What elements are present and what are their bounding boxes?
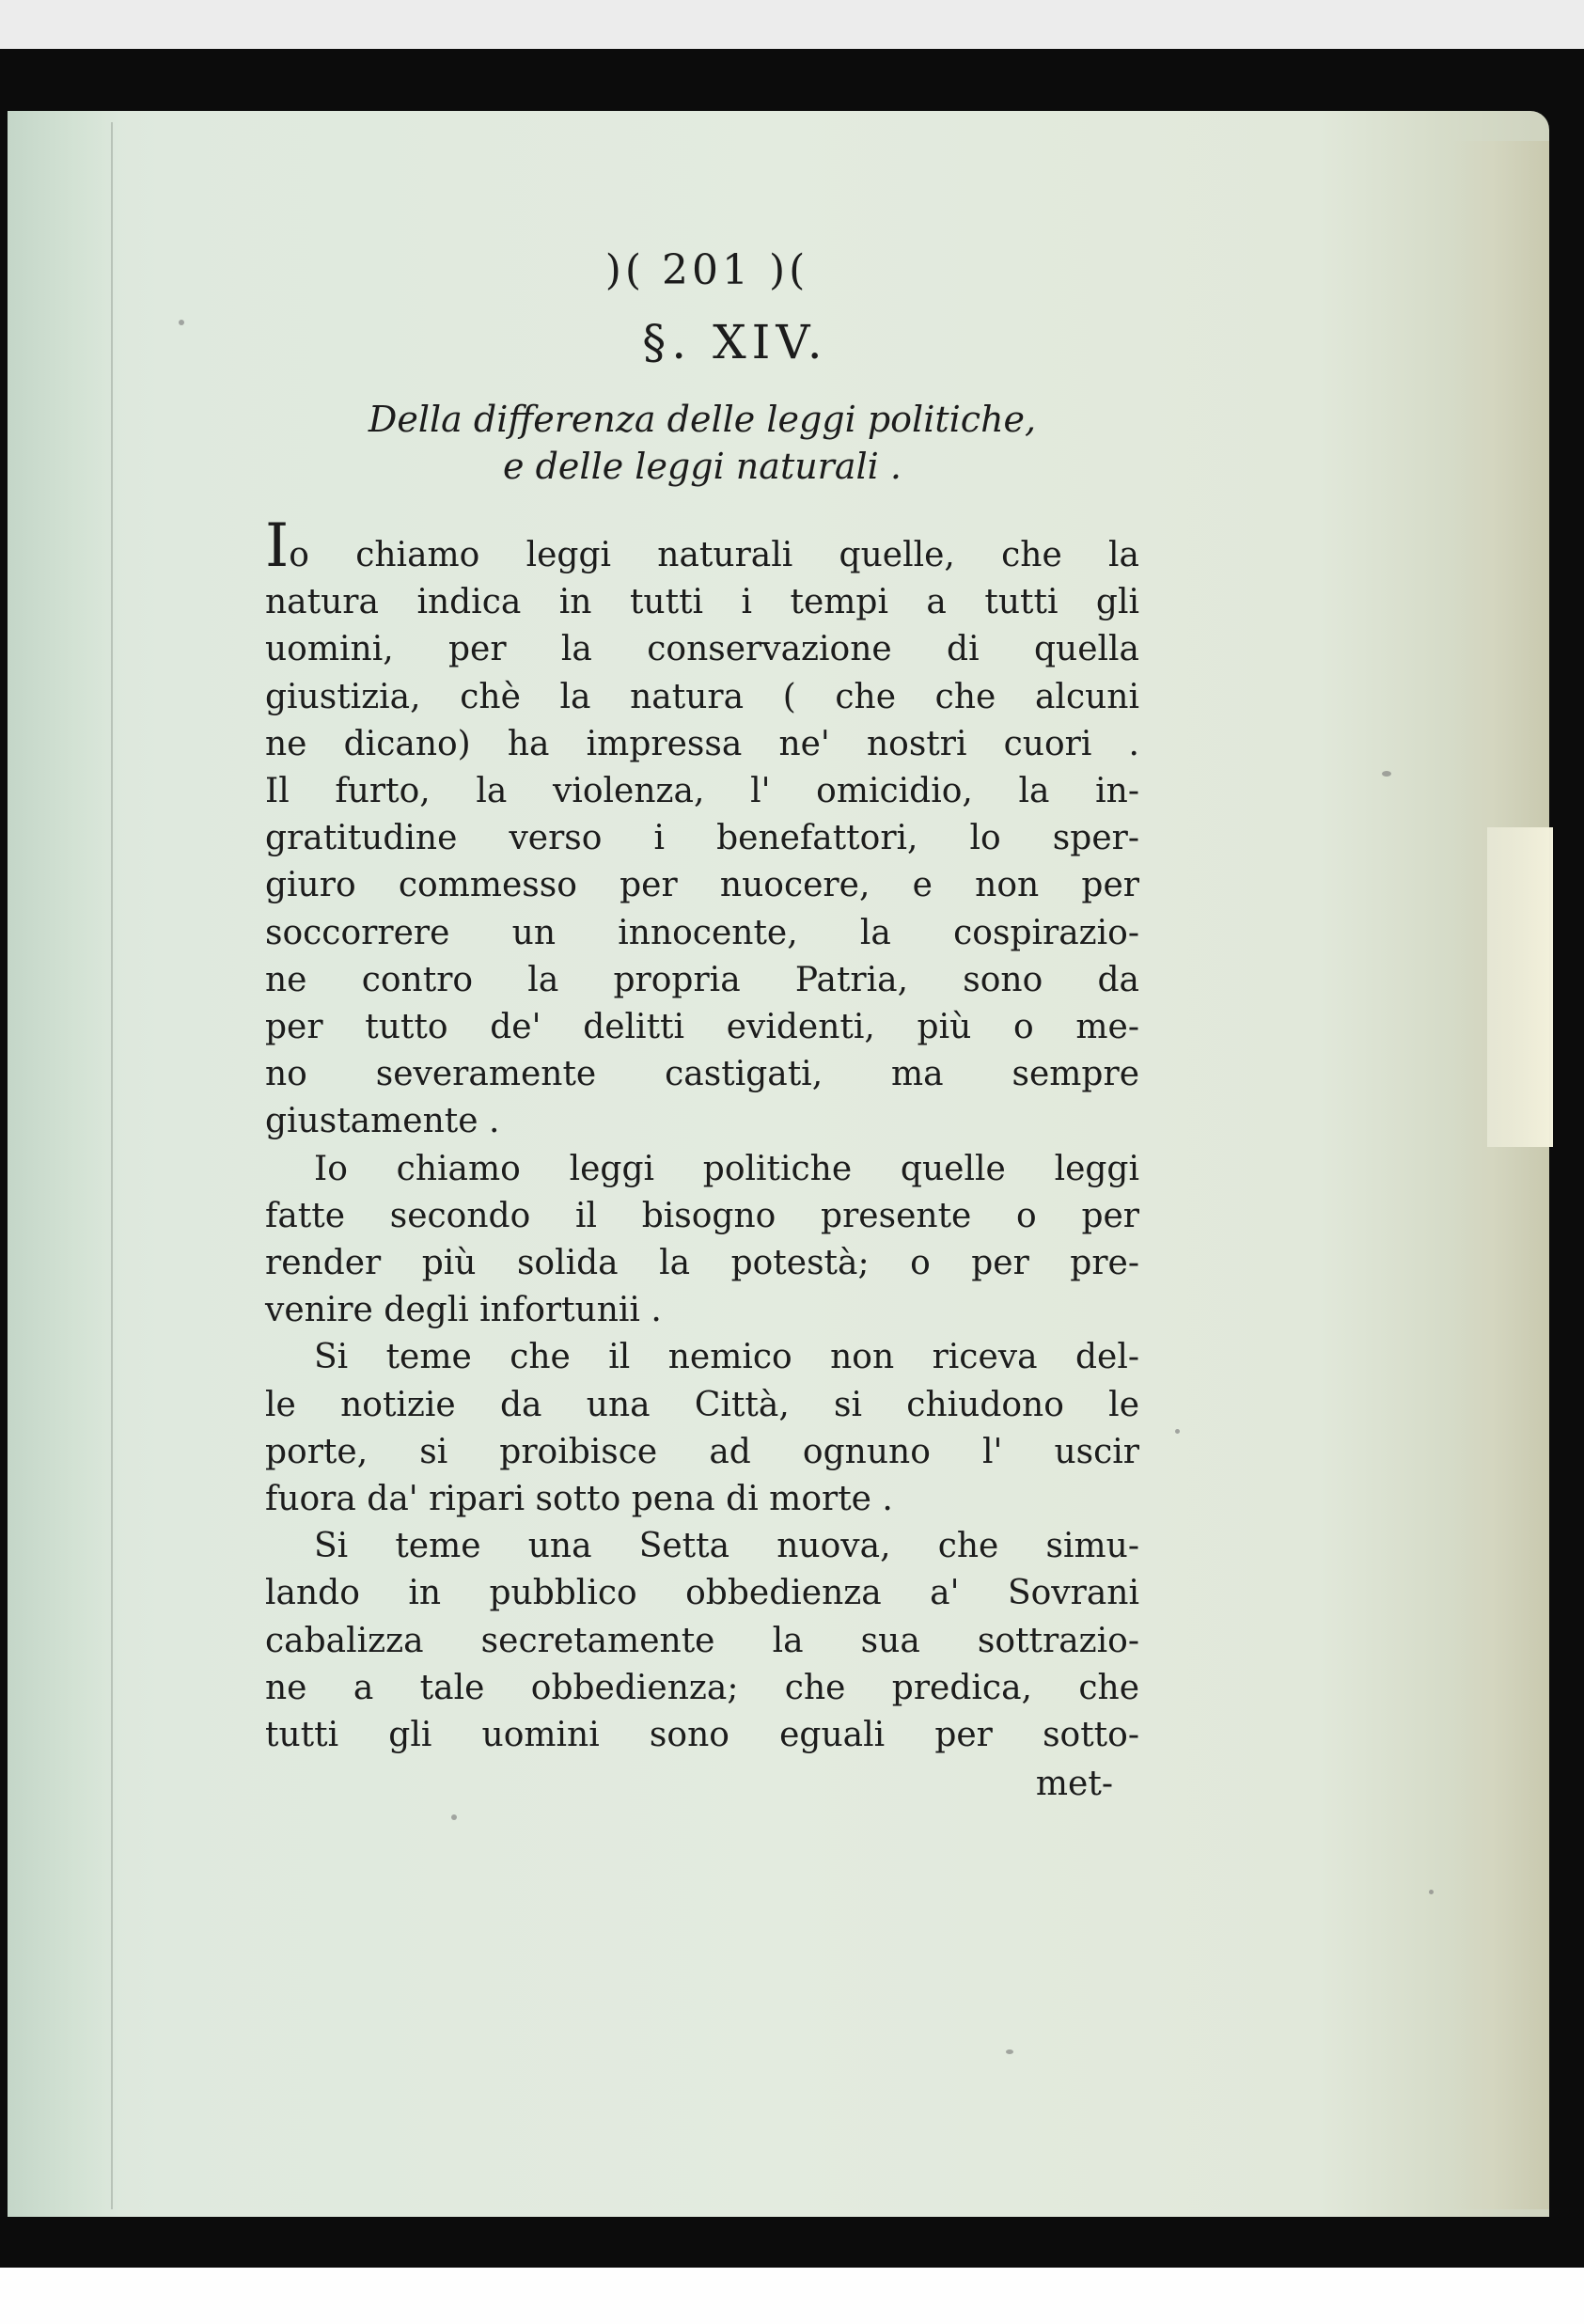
text-line: gratitudine verso i benefattori, lo sper-: [265, 819, 1139, 858]
catchword: met-: [1035, 1765, 1113, 1804]
paragraph-new-sect: [265, 1523, 1139, 1759]
drop-cap: I: [265, 511, 290, 581]
text-line: giuro commesso per nuocere, e non per: [265, 866, 1139, 905]
paragraph-laws-political: [265, 1146, 1139, 1335]
paper-speck: [1006, 2049, 1013, 2054]
text-line: natura indica in tutti i tempi a tutti gli: [265, 583, 1139, 622]
text-line: render più solida la potestà; o per pre-: [265, 1244, 1139, 1283]
paper-speck: [1382, 771, 1391, 777]
paper-speck: [451, 1814, 457, 1820]
section-heading-line: Della differenza delle leggi politiche,: [368, 399, 1037, 440]
text-line: tutti gli uomini sono eguali per sotto-: [265, 1716, 1139, 1755]
text-line: venire degli infortunii .: [265, 1291, 662, 1330]
text-line: lando in pubblico obbedienza a' Sovrani: [265, 1574, 1139, 1613]
section-heading: [265, 396, 1139, 490]
page-gutter: [8, 111, 120, 2217]
text-line: ne dicano) ha impressa ne' nostri cuori .: [265, 724, 1139, 763]
text-line: Il furto, la violenza, l' omicidio, la in-: [265, 772, 1139, 811]
text-line: ne contro la propria Patria, sono da: [265, 960, 1139, 999]
paper-speck: [1175, 1429, 1180, 1434]
text-line: le notizie da una Città, si chiudono le: [265, 1385, 1139, 1424]
text-line: giustizia, chè la natura ( che che alcuni: [265, 677, 1139, 716]
text-line: porte, si proibisce ad ognuno l' uscir: [265, 1432, 1139, 1471]
text-line: Si teme che il nemico non riceva del-: [314, 1338, 1139, 1377]
text-line: fuora da' ripari sotto pena di morte .: [265, 1480, 893, 1519]
text-line: soccorrere un innocente, la cospirazio-: [265, 913, 1139, 952]
gutter-fold-line: [111, 122, 113, 2209]
text-line: Si teme una Setta nuova, che simu-: [314, 1527, 1139, 1566]
faded-edge-patch: [1487, 827, 1553, 1147]
worn-page-edge: [1452, 141, 1549, 2209]
paper-speck: [1429, 1890, 1434, 1894]
section-heading-line: e delle leggi naturali .: [503, 446, 902, 487]
text-line: Io chiamo leggi naturali quelle, che la: [265, 511, 1139, 581]
paragraph-enemy-city: [265, 1334, 1139, 1523]
text-line: Io chiamo leggi politiche quelle leggi: [314, 1149, 1139, 1188]
paper-speck: [179, 320, 184, 325]
text-line: cabalizza secretamente la sua sottrazio-: [265, 1621, 1139, 1660]
text-line: ne a tale obbedienza; che predica, che: [265, 1668, 1139, 1707]
text-line: no severamente castigati, ma sempre: [265, 1055, 1139, 1094]
text-line: uomini, per la conservazione di quella: [265, 630, 1139, 669]
section-number: §. XIV.: [642, 315, 828, 369]
text-line: giustamente .: [265, 1102, 500, 1141]
paragraph-laws-natural: [265, 511, 1139, 1146]
text-line: fatte secondo il bisogno presente o per: [265, 1196, 1139, 1235]
scan-top-margin: [0, 0, 1584, 49]
page-text-block: [265, 246, 1139, 1808]
running-head-page-number: )( 201 )(: [604, 246, 809, 294]
text-line: per tutto de' delitti evidenti, più o me-: [265, 1008, 1139, 1047]
